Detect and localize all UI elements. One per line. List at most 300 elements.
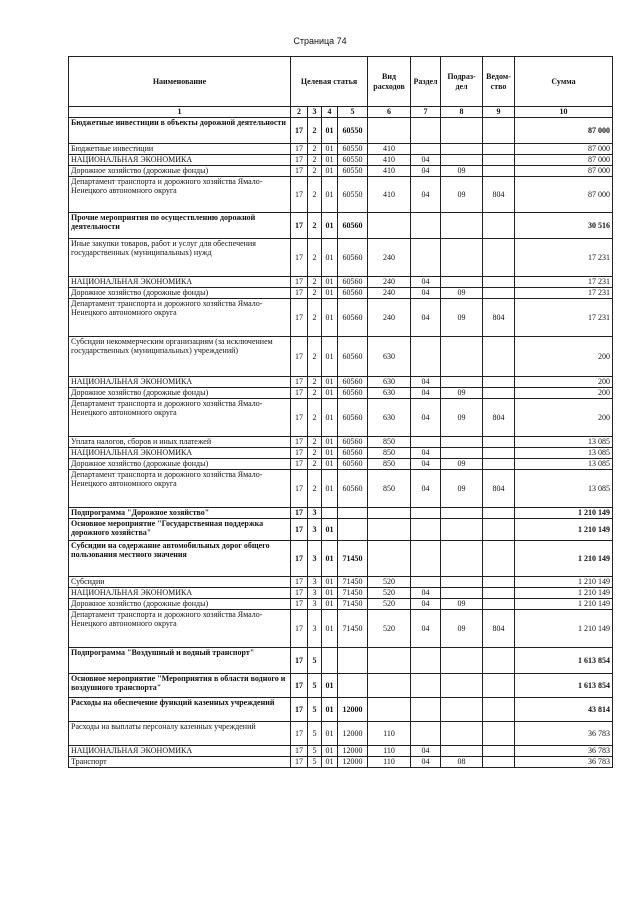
target-code-a: 17 [291, 437, 308, 448]
row-name: Расходы на выплаты персоналу казенных учреждений [69, 722, 291, 746]
target-code-c: 01 [322, 470, 338, 508]
amount: 36 783 [515, 746, 613, 757]
expense-type: 410 [368, 144, 411, 155]
header-subsection: Подраз-дел [441, 57, 483, 107]
table-row [69, 166, 613, 177]
department [483, 508, 515, 519]
department: 804 [483, 299, 515, 337]
target-code-d: 71450 [338, 610, 368, 648]
expense-type: 850 [368, 459, 411, 470]
amount: 200 [515, 388, 613, 399]
row-name: Департамент транспорта и дорожного хозяйства Ямало-Ненецкого автономного округа [69, 177, 291, 213]
subsection [441, 118, 483, 144]
row-name: Основное мероприятие "Мероприятия в области водного и воздушного транспорта" [69, 674, 291, 698]
target-code-d: 60560 [338, 448, 368, 459]
budget-table [68, 56, 613, 768]
department [483, 698, 515, 722]
amount: 17 231 [515, 239, 613, 277]
row-name: Дорожное хозяйство (дорожные фонды) [69, 166, 291, 177]
amount: 1 210 149 [515, 508, 613, 519]
row-name: Основное мероприятие "Государственная поддержка дорожного хозяйства" [69, 519, 291, 541]
table-row [69, 674, 613, 698]
row-name: Субсидии некоммерческим организациям (за исключением государственных (муниципальных) учреждений) [69, 337, 291, 377]
header-name: Наименование [69, 57, 291, 107]
target-code-b: 2 [308, 144, 322, 155]
subsection: 09 [441, 610, 483, 648]
table-row [69, 448, 613, 459]
amount: 36 783 [515, 722, 613, 746]
target-code-c: 01 [322, 746, 338, 757]
target-code-c: 01 [322, 459, 338, 470]
table-row [69, 144, 613, 155]
table-row [69, 337, 613, 377]
column-number: 2 [291, 107, 308, 118]
table-row [69, 599, 613, 610]
header-amount: Сумма [515, 57, 613, 107]
target-code-a: 17 [291, 388, 308, 399]
target-code-d: 60550 [338, 118, 368, 144]
target-code-c: 01 [322, 610, 338, 648]
table-row [69, 648, 613, 674]
department [483, 277, 515, 288]
row-name: Уплата налогов, сборов и иных платежей [69, 437, 291, 448]
row-name: Прочие мероприятия по осуществлению дорожной деятельности [69, 213, 291, 239]
target-code-d: 12000 [338, 698, 368, 722]
column-number: 5 [338, 107, 368, 118]
column-number: 6 [368, 107, 411, 118]
department [483, 155, 515, 166]
table-row [69, 118, 613, 144]
target-code-a: 17 [291, 746, 308, 757]
subsection: 09 [441, 470, 483, 508]
subsection: 09 [441, 388, 483, 399]
expense-type: 240 [368, 299, 411, 337]
amount: 87 000 [515, 118, 613, 144]
target-code-c: 01 [322, 698, 338, 722]
column-number: 8 [441, 107, 483, 118]
expense-type: 630 [368, 399, 411, 437]
table-row [69, 213, 613, 239]
department [483, 746, 515, 757]
subsection [441, 577, 483, 588]
expense-type: 520 [368, 599, 411, 610]
amount: 17 231 [515, 299, 613, 337]
target-code-b: 2 [308, 166, 322, 177]
amount: 200 [515, 399, 613, 437]
table-row [69, 722, 613, 746]
table-row [69, 388, 613, 399]
target-code-d: 12000 [338, 722, 368, 746]
department [483, 118, 515, 144]
target-code-d: 12000 [338, 757, 368, 768]
target-code-c: 01 [322, 166, 338, 177]
target-code-b: 2 [308, 399, 322, 437]
target-code-c: 01 [322, 213, 338, 239]
target-code-c: 01 [322, 399, 338, 437]
section [411, 577, 441, 588]
column-number: 4 [322, 107, 338, 118]
row-name: Субсидии [69, 577, 291, 588]
subsection [441, 541, 483, 577]
page-title: Страница 74 [293, 36, 347, 46]
target-code-c: 01 [322, 388, 338, 399]
table-row [69, 610, 613, 648]
subsection: 09 [441, 299, 483, 337]
target-code-b: 3 [308, 577, 322, 588]
target-code-d: 60560 [338, 459, 368, 470]
table-header-row [69, 57, 613, 107]
target-code-a: 17 [291, 722, 308, 746]
amount: 87 000 [515, 144, 613, 155]
target-code-c: 01 [322, 277, 338, 288]
department [483, 377, 515, 388]
department [483, 213, 515, 239]
target-code-a: 17 [291, 155, 308, 166]
target-code-c [322, 508, 338, 519]
target-code-a: 17 [291, 459, 308, 470]
row-name: НАЦИОНАЛЬНАЯ ЭКОНОМИКА [69, 746, 291, 757]
amount: 87 000 [515, 177, 613, 213]
table-row [69, 698, 613, 722]
target-code-a: 17 [291, 118, 308, 144]
header-department: Ведом-ство [483, 57, 515, 107]
target-code-d: 60560 [338, 399, 368, 437]
target-code-c: 01 [322, 299, 338, 337]
row-name: Дорожное хозяйство (дорожные фонды) [69, 459, 291, 470]
target-code-b: 5 [308, 746, 322, 757]
target-code-a: 17 [291, 399, 308, 437]
target-code-d: 60560 [338, 277, 368, 288]
expense-type: 520 [368, 610, 411, 648]
target-code-a: 17 [291, 757, 308, 768]
section [411, 541, 441, 577]
subsection [441, 437, 483, 448]
expense-type: 520 [368, 577, 411, 588]
target-code-b: 2 [308, 388, 322, 399]
target-code-d: 60560 [338, 299, 368, 337]
target-code-c: 01 [322, 288, 338, 299]
department [483, 541, 515, 577]
table-row [69, 288, 613, 299]
expense-type: 110 [368, 722, 411, 746]
expense-type: 410 [368, 166, 411, 177]
row-name: Субсидии на содержание автомобильных дорог общего пользования местного значения [69, 541, 291, 577]
subsection [441, 648, 483, 674]
department [483, 722, 515, 746]
department: 804 [483, 399, 515, 437]
row-name: Транспорт [69, 757, 291, 768]
target-code-c: 01 [322, 437, 338, 448]
target-code-b: 3 [308, 519, 322, 541]
table-body [69, 118, 613, 768]
target-code-b: 5 [308, 698, 322, 722]
subsection [441, 698, 483, 722]
subsection [441, 155, 483, 166]
expense-type: 850 [368, 437, 411, 448]
target-code-d [338, 674, 368, 698]
section [411, 519, 441, 541]
subsection [441, 746, 483, 757]
target-code-d: 60560 [338, 288, 368, 299]
amount: 1 210 149 [515, 541, 613, 577]
target-code-c: 01 [322, 541, 338, 577]
target-code-d [338, 508, 368, 519]
department: 804 [483, 470, 515, 508]
department [483, 674, 515, 698]
target-code-d: 60550 [338, 155, 368, 166]
section: 04 [411, 155, 441, 166]
target-code-b: 2 [308, 288, 322, 299]
row-name: Департамент транспорта и дорожного хозяйства Ямало-Ненецкого автономного округа [69, 470, 291, 508]
expense-type [368, 541, 411, 577]
department [483, 239, 515, 277]
target-code-b: 3 [308, 541, 322, 577]
section: 04 [411, 177, 441, 213]
amount: 1 210 149 [515, 577, 613, 588]
target-code-b: 5 [308, 674, 322, 698]
row-name: Подпрограмма "Воздушный и водный транспорт" [69, 648, 291, 674]
target-code-d: 71450 [338, 588, 368, 599]
section [411, 144, 441, 155]
expense-type: 110 [368, 746, 411, 757]
expense-type: 410 [368, 155, 411, 166]
target-code-c: 01 [322, 722, 338, 746]
row-name: Подпрограмма "Дорожное хозяйство" [69, 508, 291, 519]
row-name: Департамент транспорта и дорожного хозяйства Ямало-Ненецкого автономного округа [69, 610, 291, 648]
section: 04 [411, 459, 441, 470]
department [483, 588, 515, 599]
amount: 1 613 854 [515, 674, 613, 698]
target-code-c: 01 [322, 577, 338, 588]
amount: 1 210 149 [515, 610, 613, 648]
target-code-a: 17 [291, 599, 308, 610]
table-row [69, 459, 613, 470]
header-target-article: Целевая статья [291, 57, 368, 107]
table-row [69, 746, 613, 757]
expense-type: 240 [368, 277, 411, 288]
expense-type: 630 [368, 377, 411, 388]
amount: 13 085 [515, 437, 613, 448]
department [483, 166, 515, 177]
target-code-c: 01 [322, 588, 338, 599]
target-code-d: 60560 [338, 470, 368, 508]
target-code-a: 17 [291, 508, 308, 519]
row-name: Бюджетные инвестиции [69, 144, 291, 155]
expense-type [368, 508, 411, 519]
row-name: Расходы на обеспечение функций казенных учреждений [69, 698, 291, 722]
row-name: Департамент транспорта и дорожного хозяйства Ямало-Ненецкого автономного округа [69, 299, 291, 337]
table-row [69, 437, 613, 448]
target-code-a: 17 [291, 519, 308, 541]
target-code-d: 60560 [338, 337, 368, 377]
department [483, 388, 515, 399]
amount: 1 210 149 [515, 599, 613, 610]
target-code-c: 01 [322, 757, 338, 768]
row-name: Иные закупки товаров, работ и услуг для обеспечения государственных (муниципальных) нужд [69, 239, 291, 277]
row-name: Дорожное хозяйство (дорожные фонды) [69, 599, 291, 610]
expense-type: 110 [368, 757, 411, 768]
column-number: 1 [69, 107, 291, 118]
expense-type: 630 [368, 388, 411, 399]
target-code-a: 17 [291, 177, 308, 213]
amount: 1 613 854 [515, 648, 613, 674]
target-code-d: 60560 [338, 437, 368, 448]
column-number: 7 [411, 107, 441, 118]
section: 04 [411, 599, 441, 610]
target-code-a: 17 [291, 377, 308, 388]
table-row [69, 399, 613, 437]
target-code-c: 01 [322, 519, 338, 541]
target-code-d: 71450 [338, 577, 368, 588]
target-code-d: 60560 [338, 239, 368, 277]
amount: 1 210 149 [515, 519, 613, 541]
header-expense-type: Вид расходов [368, 57, 411, 107]
subsection [441, 377, 483, 388]
section: 04 [411, 377, 441, 388]
amount: 17 231 [515, 277, 613, 288]
target-code-b: 5 [308, 722, 322, 746]
section [411, 118, 441, 144]
target-code-a: 17 [291, 213, 308, 239]
section: 04 [411, 757, 441, 768]
target-code-d: 60550 [338, 144, 368, 155]
target-code-d [338, 519, 368, 541]
target-code-b: 2 [308, 239, 322, 277]
table-row [69, 239, 613, 277]
target-code-d: 60560 [338, 388, 368, 399]
target-code-d: 60550 [338, 177, 368, 213]
target-code-a: 17 [291, 577, 308, 588]
subsection: 09 [441, 399, 483, 437]
amount: 1 210 149 [515, 588, 613, 599]
target-code-c: 01 [322, 448, 338, 459]
target-code-a: 17 [291, 337, 308, 377]
table-row [69, 470, 613, 508]
expense-type: 630 [368, 337, 411, 377]
amount: 43 814 [515, 698, 613, 722]
subsection [441, 239, 483, 277]
department [483, 757, 515, 768]
target-code-b: 3 [308, 610, 322, 648]
section: 04 [411, 277, 441, 288]
subsection [441, 674, 483, 698]
target-code-b: 2 [308, 277, 322, 288]
target-code-d: 60550 [338, 166, 368, 177]
department [483, 337, 515, 377]
target-code-d: 71450 [338, 599, 368, 610]
row-name: НАЦИОНАЛЬНАЯ ЭКОНОМИКА [69, 155, 291, 166]
expense-type: 240 [368, 239, 411, 277]
column-number: 3 [308, 107, 322, 118]
header-section: Раздел [411, 57, 441, 107]
target-code-a: 17 [291, 166, 308, 177]
department [483, 437, 515, 448]
target-code-b: 2 [308, 470, 322, 508]
department [483, 459, 515, 470]
amount: 200 [515, 377, 613, 388]
department [483, 144, 515, 155]
target-code-c: 01 [322, 337, 338, 377]
expense-type: 850 [368, 448, 411, 459]
department: 804 [483, 610, 515, 648]
section: 04 [411, 166, 441, 177]
target-code-d: 60560 [338, 377, 368, 388]
section [411, 698, 441, 722]
target-code-b: 2 [308, 377, 322, 388]
row-name: НАЦИОНАЛЬНАЯ ЭКОНОМИКА [69, 448, 291, 459]
table-row [69, 508, 613, 519]
expense-type: 520 [368, 588, 411, 599]
section [411, 648, 441, 674]
target-code-a: 17 [291, 541, 308, 577]
target-code-b: 2 [308, 448, 322, 459]
row-name: НАЦИОНАЛЬНАЯ ЭКОНОМИКА [69, 377, 291, 388]
section: 04 [411, 399, 441, 437]
amount: 17 231 [515, 288, 613, 299]
section [411, 508, 441, 519]
section: 04 [411, 588, 441, 599]
target-code-a: 17 [291, 588, 308, 599]
target-code-b: 5 [308, 757, 322, 768]
table-row [69, 588, 613, 599]
target-code-b: 2 [308, 299, 322, 337]
row-name: Департамент транспорта и дорожного хозяйства Ямало-Ненецкого автономного округа [69, 399, 291, 437]
department [483, 599, 515, 610]
amount: 30 516 [515, 213, 613, 239]
subsection [441, 588, 483, 599]
amount: 13 085 [515, 459, 613, 470]
row-name: Дорожное хозяйство (дорожные фонды) [69, 288, 291, 299]
amount: 200 [515, 337, 613, 377]
target-code-c: 01 [322, 155, 338, 166]
subsection [441, 144, 483, 155]
section: 04 [411, 288, 441, 299]
target-code-b: 3 [308, 508, 322, 519]
target-code-b: 2 [308, 177, 322, 213]
target-code-b: 2 [308, 337, 322, 377]
expense-type [368, 674, 411, 698]
target-code-c: 01 [322, 674, 338, 698]
section: 04 [411, 610, 441, 648]
table-row [69, 577, 613, 588]
table-row [69, 519, 613, 541]
expense-type [368, 648, 411, 674]
section: 04 [411, 448, 441, 459]
target-code-a: 17 [291, 239, 308, 277]
table-row [69, 541, 613, 577]
target-code-b: 2 [308, 118, 322, 144]
target-code-b: 3 [308, 588, 322, 599]
target-code-b: 2 [308, 437, 322, 448]
target-code-a: 17 [291, 448, 308, 459]
section [411, 337, 441, 377]
column-number-row [69, 107, 613, 118]
amount: 13 085 [515, 448, 613, 459]
section [411, 722, 441, 746]
table-row [69, 177, 613, 213]
row-name: Бюджетные инвестиции в объекты дорожной деятельности [69, 118, 291, 144]
amount: 36 783 [515, 757, 613, 768]
expense-type: 850 [368, 470, 411, 508]
target-code-c: 01 [322, 118, 338, 144]
target-code-a: 17 [291, 698, 308, 722]
target-code-c [322, 648, 338, 674]
subsection: 09 [441, 599, 483, 610]
target-code-c: 01 [322, 144, 338, 155]
subsection [441, 722, 483, 746]
department [483, 519, 515, 541]
section [411, 674, 441, 698]
